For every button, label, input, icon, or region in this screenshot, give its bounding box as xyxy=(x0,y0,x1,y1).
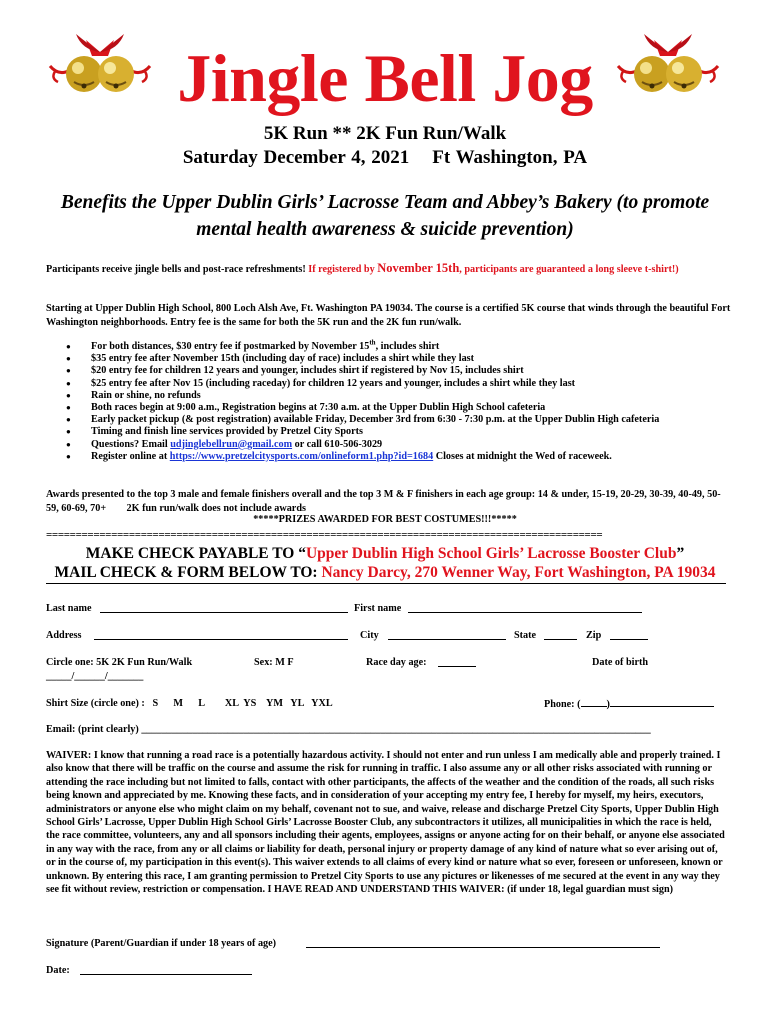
section-divider: ============================================================================================== xyxy=(46,529,603,541)
list-item: ● $20 entry fee for children 12 years and younger, includes shirt if registered by Nov 15, includes shirt xyxy=(66,365,736,377)
list-item: ● $35 entry fee after November 15th (including day of race) includes a shirt while they last xyxy=(66,353,736,365)
zip-label: Zip xyxy=(586,630,602,641)
zip-field[interactable] xyxy=(610,630,648,640)
phone-number-field[interactable] xyxy=(610,697,714,707)
course-description: Starting at Upper Dublin High School, 800 Loch Alsh Ave, Ft. Washington PA 19034. The course is a certified 5K course that winds through the beautiful Fort Washington neighborhoods. Entry fee is the same for both the 5K run and the 2K fun run/walk. xyxy=(46,303,731,328)
list-item: ● Early packet pickup (& post registration) available Friday, December 3rd from 6:30 - 7:30 p.m. at the Upper Dublin High cafeteria xyxy=(66,414,736,426)
city-label: City xyxy=(360,630,379,641)
address-label: Address xyxy=(46,630,82,641)
awards-paragraph: Awards presented to the top 3 male and female finishers overall and the top 3 M & F finishers in each age group: 14 & under, 15-19, 20-29, 30-39, 40-49, 50-59, 60-69, 70+ 2K fun run/walk does not include awards xyxy=(46,489,721,514)
last-name-field[interactable] xyxy=(100,603,348,613)
check-payable: MAKE CHECK PAYABLE TO “Upper Dublin High School Girls’ Lacrosse Booster Club” xyxy=(85,545,685,562)
intro-text: Participants receive jingle bells and post-race refreshments! xyxy=(46,264,309,275)
first-name-field[interactable] xyxy=(408,603,642,613)
first-name-label: First name xyxy=(354,603,402,614)
list-item: ● $25 entry fee after Nov 15 (including raceday) for children 12 years and younger, includes a shirt while they last xyxy=(66,378,736,390)
date-field[interactable] xyxy=(80,965,252,975)
list-item: ● Questions? Email udjinglebellrun@gmail.com or call 610-506-3029 xyxy=(66,439,736,451)
race-day-age-field[interactable] xyxy=(438,657,476,667)
intro-paragraph xyxy=(46,262,732,277)
email-link[interactable]: udjinglebellrun@gmail.com xyxy=(170,438,293,450)
race-types: 5K Run ** 2K Fun Run/Walk xyxy=(263,123,507,144)
address-field[interactable] xyxy=(94,630,348,640)
list-item: ● Both races begin at 9:00 a.m., Registration begins at 7:30 a.m. at the Upper Dublin High School cafeteria xyxy=(66,402,736,414)
intro-highlight: If registered by xyxy=(308,264,378,275)
email-field[interactable]: Email: (print clearly) ____________________________________________________________________________________________________ xyxy=(46,724,651,735)
list-item: ● Register online at https://www.pretzelcitysports.com/onlineform1.php?id=1684 Closes at midnight the Wed of raceweek. xyxy=(66,451,736,463)
page-title: Jingle Bell Jog xyxy=(177,40,593,116)
date-label: Date: xyxy=(46,965,70,976)
list-item: ● Rain or shine, no refunds xyxy=(66,390,736,402)
mail-check-to: MAIL CHECK & FORM BELOW TO: Nancy Darcy, 270 Wenner Way, Fort Washington, PA 19034 xyxy=(54,564,716,581)
divider-line xyxy=(46,583,726,584)
intro-highlight-end: , participants are guaranteed a long sleeve t-shirt!) xyxy=(459,264,679,275)
benefits-statement: Benefits the Upper Dublin Girls’ Lacrosse Team and Abbey’s Bakery (to promote mental health awareness & suicide prevention) xyxy=(60,192,710,240)
intro-deadline: November 15th xyxy=(377,261,460,275)
state-label: State xyxy=(514,630,537,641)
race-choice-label[interactable]: Circle one: 5K 2K Fun Run/Walk xyxy=(46,657,193,668)
last-name-label: Last name xyxy=(46,603,92,614)
race-location: Ft Washington, PA xyxy=(432,147,588,168)
race-date: Saturday December 4, 2021 xyxy=(182,147,410,168)
race-day-age-label: Race day age: xyxy=(366,657,427,668)
state-field[interactable] xyxy=(544,630,577,640)
sex-label[interactable]: Sex: M F xyxy=(254,657,294,668)
phone-label: Phone: ( ) xyxy=(544,697,714,711)
signature-field[interactable] xyxy=(306,938,660,948)
prizes-note: *****PRIZES AWARDED FOR BEST COSTUMES!!!***** xyxy=(253,514,517,525)
list-item: ● For both distances, $30 entry fee if postmarked by November 15th, includes shirt xyxy=(66,341,736,353)
phone-area-code-field[interactable] xyxy=(581,697,607,707)
register-link[interactable]: https://www.pretzelcitysports.com/onlineform1.php?id=1684 xyxy=(169,450,434,462)
race-date-location xyxy=(0,146,770,170)
date-of-birth-field[interactable]: _____/______/_______ xyxy=(46,671,144,682)
shirt-size-label[interactable]: Shirt Size (circle one) : S M L XL YS YM YL YXL xyxy=(46,698,333,709)
city-field[interactable] xyxy=(388,630,506,640)
waiver-text: WAIVER: I know that running a road race is a potentially hazardous activity. I should not enter and run unless I am medically able and properly trained. I also know that there will be traffic on the course and assume the risk for running in traffic. I also assume any or all other risks associated with running or attending the race including but not limited to falls, contact with other participants, the affects of the weather and the condition of the roads, all such risks being known and appreciated by me. Knowing these facts, and in consideration of your accepting my entry fee, I hereby for myself, my heirs, executors, administrators or anyone else who might claim on my behalf, covenant not to sue, and waive, release and discharge Pretzel City Sports, Upper Dublin High School Girls’ Lacrosse, Upper Dublin High School Girls’ Lacrosse Booster Club, any subcontractors it utilizes, all municipalities in which the race is held, the race committee, volunteers, any and all sponsors including their agents, employees, assigns or anyone acting for on their behalf, or anyone else associated in any way with the race, from any or all claims or liability for death, personal injury or property damage of any kind of nature what so ever arising out of, or in the course of, my participation in this event(s). This waiver extends to all claims of every kind or nature what so ever, foreseen or unforeseen, known or unknown. By entering this race, I am granting permission to Pretzel City Sports to use any pictures or likenesses of me secured at the event in any way they see fit without review, restriction or compensation. I HAVE READ AND UNDERSTAND THIS WAIVER: (if under 18, legal guardian must sign) xyxy=(46,750,725,896)
list-item: ● Timing and finish line services provided by Pretzel City Sports xyxy=(66,426,736,438)
date-of-birth-label: Date of birth xyxy=(592,657,649,668)
details-list xyxy=(66,338,736,463)
signature-label: Signature (Parent/Guardian if under 18 years of age) xyxy=(46,938,277,949)
